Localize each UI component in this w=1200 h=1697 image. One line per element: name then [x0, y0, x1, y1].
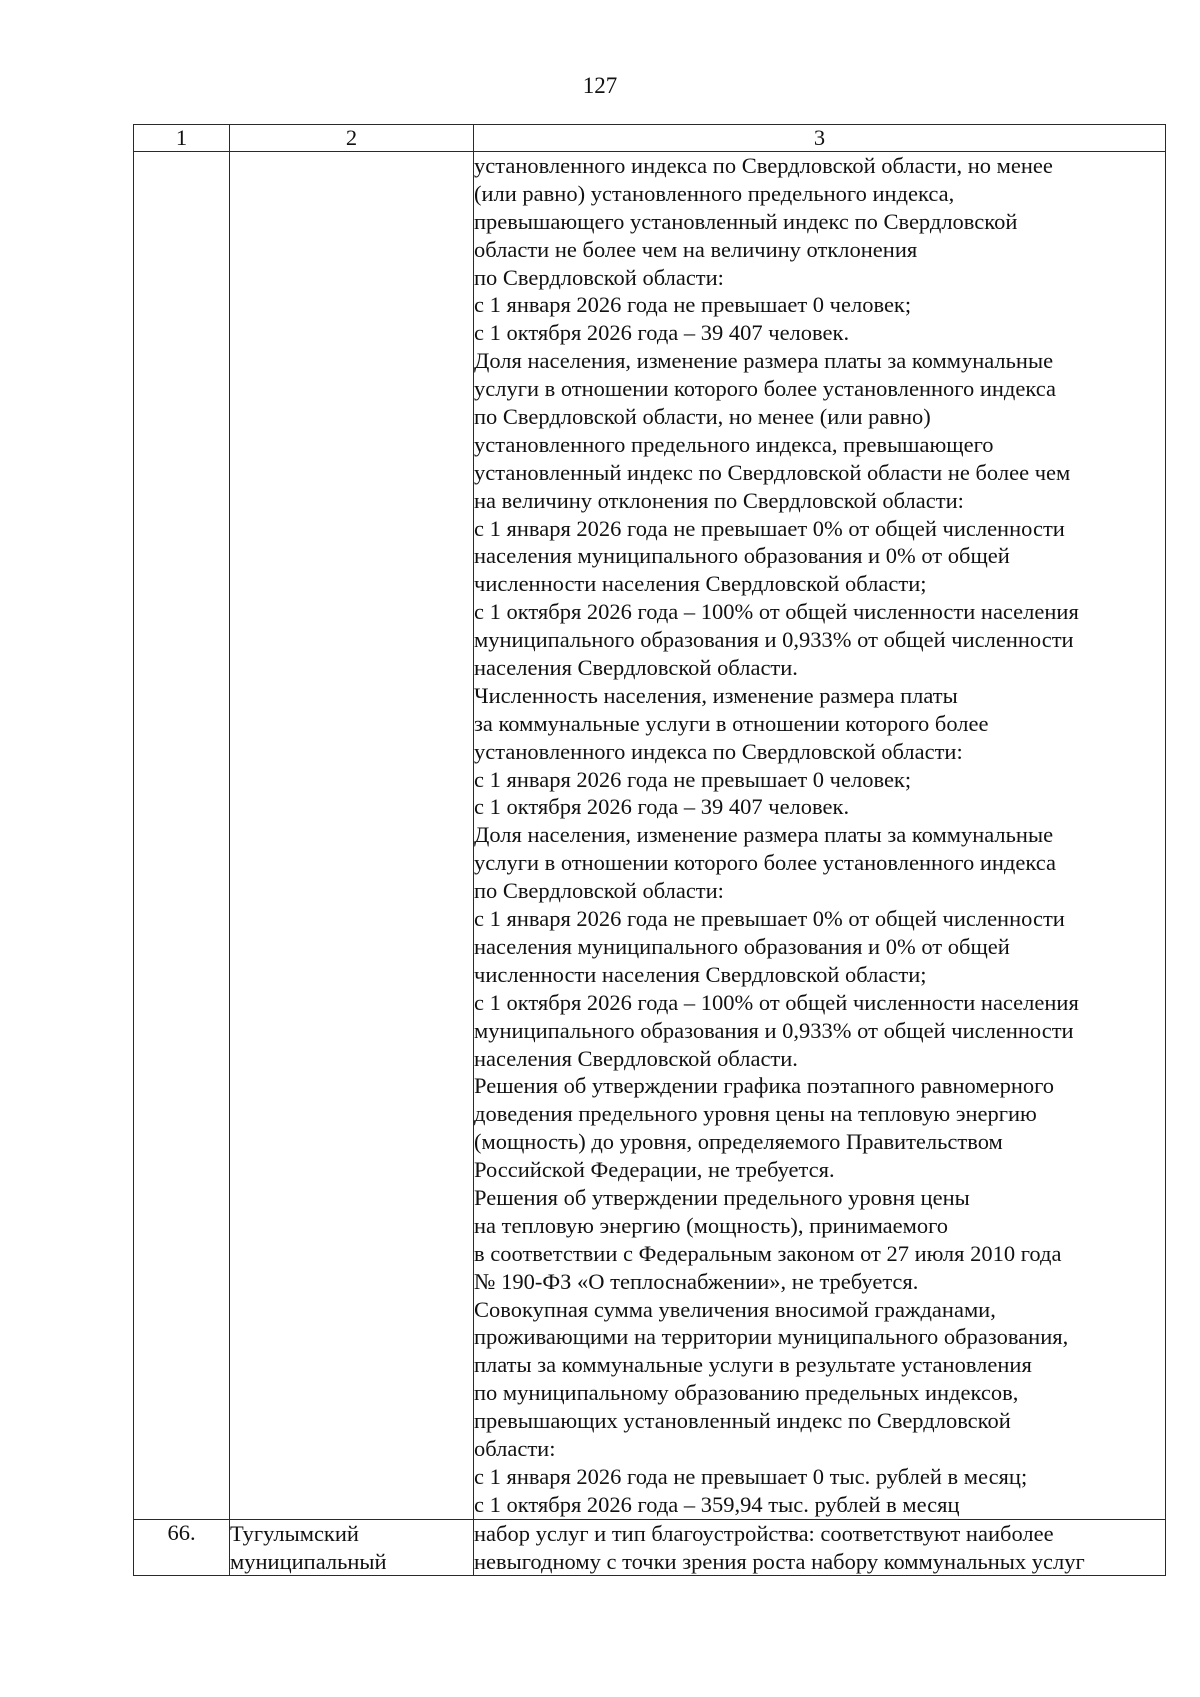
- text-line: набор услуг и тип благоустройства: соответствуют наиболее: [474, 1520, 1054, 1546]
- table-row: [134, 1519, 1166, 1576]
- text-line: по муниципальному образованию предельных индексов,: [474, 1380, 1019, 1406]
- text-line: на тепловую энергию (мощность), принимаемого: [474, 1212, 949, 1238]
- text-line: установленного индекса по Свердловской области, но менее: [474, 153, 1053, 178]
- text-line: услуги в отношении которого более установленного индекса: [474, 376, 1056, 402]
- row-content-cell: [474, 152, 1166, 1520]
- text-line: численности населения Свердловской области;: [474, 571, 927, 597]
- row-name-cell: [230, 1519, 474, 1576]
- text-line: установленного предельного индекса, превышающего: [474, 431, 994, 457]
- text-line: области не более чем на величину отклонения: [474, 236, 918, 262]
- text-line: Тугулымский: [230, 1520, 359, 1546]
- header-cell-2: 2: [230, 125, 474, 152]
- text-line: проживающими на территории муниципального образования,: [474, 1324, 1069, 1350]
- text-line: Решения об утверждении графика поэтапного равномерного: [474, 1073, 1055, 1099]
- text-line: Численность населения, изменение размера платы: [474, 682, 958, 708]
- text-line: с 1 января 2026 года не превышает 0% от общей численности: [474, 515, 1065, 541]
- text-line: населения муниципального образования и 0% от общей: [474, 933, 1010, 959]
- table-row: [134, 152, 1166, 1520]
- text-line: Доля населения, изменение размера платы за коммунальные: [474, 348, 1054, 374]
- text-line: с 1 октября 2026 года – 100% от общей численности населения: [474, 599, 1079, 625]
- text-line: с 1 января 2026 года не превышает 0 тыс. рублей в месяц;: [474, 1463, 1028, 1489]
- text-line: по Свердловской области:: [474, 264, 724, 290]
- text-line: Решения об утверждении предельного уровня цены: [474, 1184, 970, 1210]
- text-line: доведения предельного уровня цены на тепловую энергию: [474, 1101, 1037, 1127]
- text-line: с 1 октября 2026 года – 39 407 человек.: [474, 794, 850, 820]
- text-line: превышающих установленный индекс по Свердловской: [474, 1408, 1011, 1434]
- text-line: населения Свердловской области.: [474, 655, 798, 681]
- text-line: муниципального образования и 0,933% от общей численности: [474, 1017, 1074, 1043]
- text-line: муниципальный: [230, 1548, 387, 1574]
- text-line: численности населения Свердловской области;: [474, 961, 927, 987]
- row-name-cell: [230, 152, 474, 1520]
- text-line: с 1 января 2026 года не превышает 0 человек;: [474, 292, 912, 318]
- table-header-row: [134, 125, 1166, 152]
- text-line: услуги в отношении которого более установленного индекса: [474, 850, 1056, 876]
- header-cell-1: 1: [134, 125, 230, 152]
- page-number: 127: [582, 73, 618, 98]
- text-line: на величину отклонения по Свердловской области:: [474, 487, 964, 513]
- text-line: Российской Федерации, не требуется.: [474, 1157, 835, 1183]
- text-line: в соответствии с Федеральным законом от 27 июля 2010 года: [474, 1240, 1062, 1266]
- row-content-cell: [474, 1519, 1166, 1576]
- text-line: с 1 января 2026 года не превышает 0% от общей численности: [474, 906, 1065, 932]
- text-line: области:: [474, 1435, 556, 1461]
- text-line: Совокупная сумма увеличения вносимой гражданами,: [474, 1296, 996, 1322]
- text-line: за коммунальные услуги в отношении которого более: [474, 710, 989, 736]
- text-line: превышающего установленный индекс по Свердловской: [474, 208, 1018, 234]
- text-line: установленный индекс по Свердловской области не более чем: [474, 459, 1071, 485]
- text-line: по Свердловской области:: [474, 878, 724, 904]
- text-line: по Свердловской области, но менее (или равно): [474, 404, 931, 430]
- text-line: Доля населения, изменение размера платы за коммунальные: [474, 822, 1054, 848]
- text-line: невыгодному с точки зрения роста набору коммунальных услуг: [474, 1548, 1085, 1574]
- text-line: муниципального образования и 0,933% от общей численности: [474, 627, 1074, 653]
- text-line: с 1 января 2026 года не превышает 0 человек;: [474, 766, 912, 792]
- text-line: с 1 октября 2026 года – 39 407 человек.: [474, 320, 850, 346]
- text-line: (мощность) до уровня, определяемого Правительством: [474, 1129, 1003, 1155]
- row-number-cell: 66.: [134, 1519, 230, 1576]
- text-line: № 190-ФЗ «О теплоснабжении», не требуется.: [474, 1268, 919, 1294]
- text-line: с 1 октября 2026 года – 100% от общей численности населения: [474, 989, 1079, 1015]
- text-line: населения Свердловской области.: [474, 1045, 798, 1071]
- text-line: установленного индекса по Свердловской области:: [474, 738, 963, 764]
- text-line: платы за коммунальные услуги в результате установления: [474, 1352, 1032, 1378]
- row-number-cell: [134, 152, 230, 1520]
- header-cell-3: 3: [474, 125, 1166, 152]
- text-line: (или равно) установленного предельного индекса,: [474, 180, 955, 206]
- text-line: населения муниципального образования и 0% от общей: [474, 543, 1010, 569]
- text-line: с 1 октября 2026 года – 359,94 тыс. рублей в месяц: [474, 1491, 960, 1517]
- document-table: [133, 124, 1166, 1576]
